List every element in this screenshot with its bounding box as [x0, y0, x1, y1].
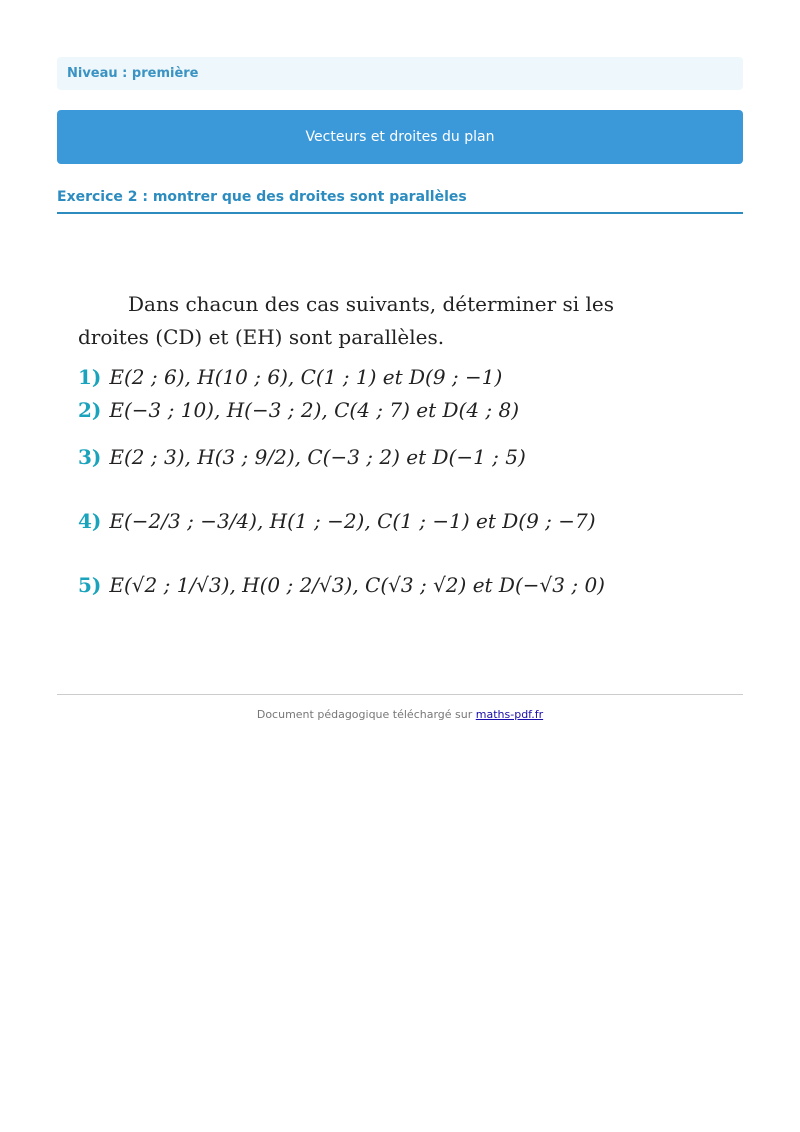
footer-divider	[57, 694, 743, 695]
page-title: Vecteurs et droites du plan	[305, 129, 495, 145]
item-number: 3)	[78, 445, 102, 469]
item-number: 5)	[78, 573, 102, 597]
title-banner	[57, 110, 743, 164]
item-text: E(2 ; 6), H(10 ; 6), C(1 ; 1) et D(9 ; −1)	[109, 364, 503, 389]
exercise-item-2	[78, 393, 638, 426]
level-label: Niveau : première	[67, 66, 199, 81]
exercise-item-4	[78, 488, 638, 554]
item-text: E(√2 ; 1/√3), H(0 ; 2/√3), C(√3 ; √2) et D(−√3 ; 0)	[109, 573, 605, 597]
footer-prefix: Document pédagogique téléchargé sur	[256, 708, 473, 721]
item-number: 2)	[78, 397, 102, 422]
item-text: E(−2/3 ; −3/4), H(1 ; −2), C(1 ; −1) et D(9 ; −7)	[109, 509, 596, 533]
exercise-intro: Dans chacun des cas suivants, déterminer si les droites (CD) et (EH) sont parallèles.	[78, 292, 615, 349]
exercise-title: Exercice 2 : montrer que des droites sont parallèles	[57, 189, 467, 205]
exercise-item-1	[78, 360, 638, 393]
exercise-item-3	[78, 426, 638, 488]
footer	[0, 708, 800, 721]
exercise-item-5	[78, 554, 638, 616]
footer-link[interactable]: maths-pdf.fr	[475, 708, 544, 721]
exercise-heading	[57, 186, 743, 214]
item-number: 1)	[78, 364, 102, 389]
level-box	[57, 57, 743, 90]
item-text: E(−3 ; 10), H(−3 ; 2), C(4 ; 7) et D(4 ; 8)	[109, 397, 520, 422]
item-text: E(2 ; 3), H(3 ; 9/2), C(−3 ; 2) et D(−1 ; 5)	[109, 445, 526, 469]
item-number: 4)	[78, 509, 102, 533]
exercise-body	[78, 288, 638, 616]
